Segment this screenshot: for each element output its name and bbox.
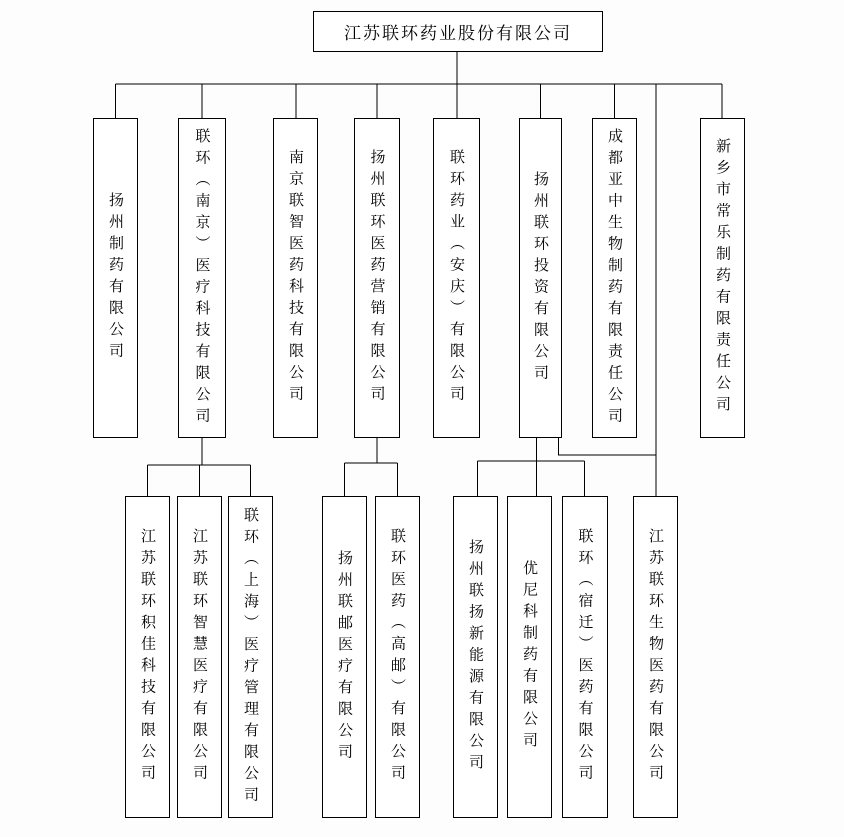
company-name: 扬州联环医药营销有限公司 xyxy=(368,149,387,407)
org-box-l1-lianhuan-nanjing-medtech xyxy=(178,118,226,438)
company-name: 联环（上海）医疗管理有限公司 xyxy=(242,506,260,808)
company-name: 扬州联环投资有限公司 xyxy=(532,170,550,386)
org-box-l1-lianhuan-anqing xyxy=(433,118,480,438)
company-name: 优尼科制药有限公司 xyxy=(521,560,539,754)
company-name: 联环（宿迁）医药有限公司 xyxy=(576,528,595,786)
org-box-l2-jijia-tech xyxy=(125,496,170,818)
org-box-l2-lianyang-new-energy xyxy=(453,496,498,818)
org-box-l2-lianhuan-shanghai xyxy=(228,496,273,818)
company-name: 江苏联环生物医药有限公司 xyxy=(647,528,665,786)
org-box-l1-yangzhou-lianhuan-investment xyxy=(519,118,562,438)
company-name: 扬州联扬新能源有限公司 xyxy=(467,538,485,776)
company-name: 联环医药（高邮）有限公司 xyxy=(389,528,407,786)
company-name: 成都亚中生物制药有限责任公司 xyxy=(606,127,624,429)
company-name-root: 江苏联环药业股份有限公司 xyxy=(344,24,572,44)
org-box-l2-lianhuan-bio xyxy=(633,496,678,818)
org-box-l2-younike-pharma xyxy=(507,496,552,818)
company-name: 联环药业（安庆）有限公司 xyxy=(448,149,466,407)
org-box-l2-lianyou-medical xyxy=(322,496,367,818)
org-box-l2-zhihui-medical xyxy=(177,496,222,818)
company-name: 新乡市常乐制药有限责任公司 xyxy=(714,138,732,418)
org-box-l2-lianhuan-gaoyou xyxy=(375,496,420,818)
org-box-root xyxy=(313,11,603,52)
company-name: 江苏联环积佳科技有限公司 xyxy=(139,528,157,786)
company-name: 联环（南京）医疗科技有限公司 xyxy=(193,127,212,429)
org-box-l1-xinxiang-changle xyxy=(700,118,745,438)
company-name: 扬州联邮医疗有限公司 xyxy=(336,549,354,765)
company-name: 扬州制药有限公司 xyxy=(107,192,125,364)
company-name: 南京联智医药科技有限公司 xyxy=(287,149,305,407)
org-box-l1-yangzhou-lianhuan-marketing xyxy=(354,118,400,438)
org-box-l1-nanjing-lianzhi xyxy=(273,118,318,438)
org-box-l1-yangzhou-pharma xyxy=(93,118,138,438)
org-box-l2-lianhuan-suqian xyxy=(562,496,608,818)
company-name: 江苏联环智慧医疗有限公司 xyxy=(191,528,209,786)
org-box-l1-chengdu-yazhong xyxy=(592,118,637,438)
